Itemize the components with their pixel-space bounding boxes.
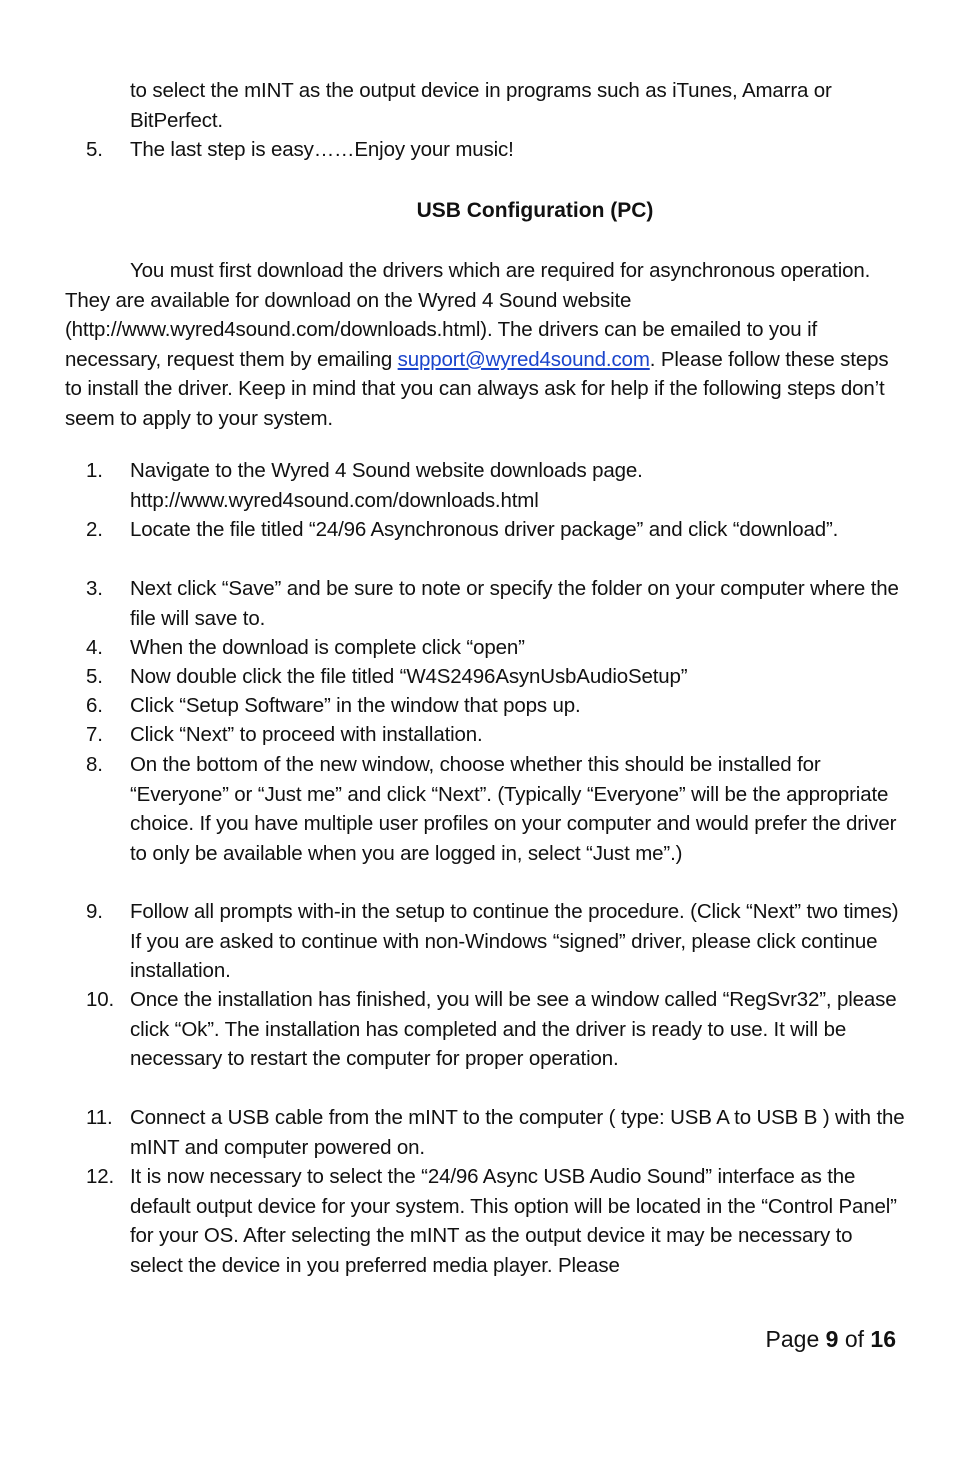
- step-number: 7.: [86, 723, 103, 746]
- total-pages: 16: [870, 1326, 896, 1352]
- step-number: 10.: [86, 988, 115, 1011]
- list-item-text: The last step is easy……Enjoy your music!: [130, 138, 514, 161]
- intro-paragraph: [65, 256, 901, 433]
- step-number: 6.: [86, 694, 103, 717]
- step-number: 2.: [86, 518, 103, 541]
- intro-text-after-email: . Please follow these steps to install the driver. Keep in mind that you can always ask for help if the following steps don’t seem to apply to your system.: [65, 347, 889, 430]
- step-text: Follow all prompts with-in the setup to continue the procedure. (Click “Next” two times) If you are asked to continue with non-Windows “signed” driver, please click continue installation.: [130, 900, 899, 982]
- step-text: Now double click the file titled “W4S2496AsynUsbAudioSetup”: [130, 665, 688, 688]
- step-number: 9.: [86, 900, 103, 923]
- step-text: Next click “Save” and be sure to note or specify the folder on your computer where the file will save to.: [130, 577, 899, 630]
- support-email-link[interactable]: support@wyred4sound.com: [397, 347, 650, 371]
- step-number: 1.: [86, 459, 103, 482]
- step-number: 5.: [86, 665, 103, 688]
- of-word: of: [844, 1326, 865, 1352]
- page-word: Page: [765, 1326, 820, 1352]
- step-text: When the download is complete click “open”: [130, 636, 525, 659]
- section-heading: USB Configuration (PC): [416, 199, 654, 222]
- step-text: Once the installation has finished, you will be see a window called “RegSvr32”, please click “Ok”. The installation has completed and the driver is ready to use. It will be necessary to restart the computer for proper operation.: [130, 988, 897, 1070]
- step-text: Click “Next” to proceed with installation.: [130, 723, 483, 746]
- step-number: 12.: [86, 1165, 115, 1188]
- step-number: 8.: [86, 753, 103, 776]
- step-number: 11.: [86, 1106, 113, 1129]
- intro-text-before-email: You must first download the drivers which are required for asynchronous operation. They are available for download on the Wyred 4 Sound website (http://www.wyred4sound.com/downloads.html). The drivers can be emailed to you if necessary, request them by emailing: [65, 259, 871, 371]
- step-number: 3.: [86, 577, 103, 600]
- step-text: Connect a USB cable from the mINT to the computer ( type: USB A to USB B ) with the mINT and computer powered on.: [130, 1106, 905, 1159]
- continuation-paragraph: [130, 76, 920, 135]
- step-text: Locate the file titled “24/96 Asynchronous driver package” and click “download”.: [130, 518, 839, 541]
- page-footer: [766, 1323, 896, 1355]
- step-number: 4.: [86, 636, 103, 659]
- step-text: It is now necessary to select the “24/96 Async USB Audio Sound” interface as the default output device for your system. This option will be located in the “Control Panel” for your OS. After selecting the mINT as the output device it may be necessary to select the device in you preferred media player. Please: [130, 1165, 897, 1277]
- continuation-text: to select the mINT as the output device in programs such as iTunes, Amarra or BitPerfect.: [130, 79, 832, 132]
- step-text: On the bottom of the new window, choose whether this should be installed for “Everyone” or “Just me” and click “Next”. (Typically “Everyone” will be the appropriate choice. If you have multiple user profiles on your computer and would prefer the driver to only be available when you are logged in, select “Just me”.): [130, 753, 897, 865]
- step-text: Click “Setup Software” in the window that pops up.: [130, 694, 581, 717]
- page-number: 9: [825, 1326, 839, 1352]
- list-number: 5.: [86, 138, 103, 161]
- step-text: Navigate to the Wyred 4 Sound website downloads page. http://www.wyred4sound.com/downloads.html: [130, 459, 643, 512]
